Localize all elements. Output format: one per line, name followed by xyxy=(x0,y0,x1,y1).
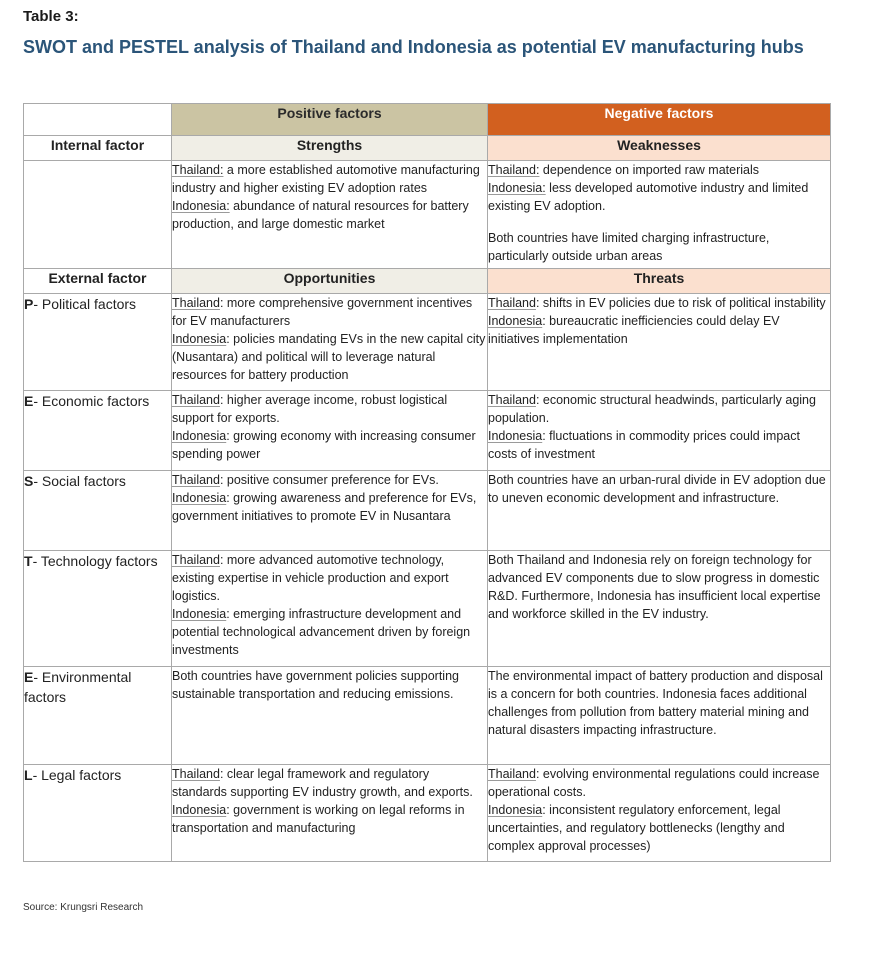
opportunity-item xyxy=(172,605,487,659)
pestel-row-economic xyxy=(24,391,831,471)
row-label xyxy=(24,551,172,667)
opportunity-cell xyxy=(172,471,488,551)
country-label: Indonesia: xyxy=(488,181,546,195)
row-name: - Legal factors xyxy=(32,767,122,783)
opportunity-cell xyxy=(172,294,488,391)
country-label: Indonesia: xyxy=(172,199,230,213)
threat-cell xyxy=(488,765,831,862)
row-label xyxy=(24,765,172,862)
country-label: Thailand: xyxy=(488,163,540,177)
opportunity-item xyxy=(172,765,487,801)
weakness-text: less developed automotive industry and limited existing EV adoption. xyxy=(488,181,809,213)
external-header-row xyxy=(24,269,831,294)
threat-item xyxy=(488,391,830,427)
opportunity-cell xyxy=(172,391,488,471)
threats-header: Threats xyxy=(488,269,831,294)
opportunity-cell xyxy=(172,765,488,862)
strength-item xyxy=(172,197,487,233)
strength-text: abundance of natural resources for battery production, and large domestic market xyxy=(172,199,469,231)
country-label: Thailand: xyxy=(172,163,224,177)
threat-cell xyxy=(488,391,831,471)
opportunity-item xyxy=(172,427,487,463)
row-letter: S xyxy=(24,473,34,489)
row-label xyxy=(24,667,172,765)
opportunity-text: Both countries have government policies supporting sustainable transportation and reducing emissions. xyxy=(172,669,459,701)
strength-text: a more established automotive manufacturing industry and higher existing EV adoption rates xyxy=(172,163,480,195)
threat-item xyxy=(488,427,830,463)
threat-cell xyxy=(488,551,831,667)
country-label: Indonesia xyxy=(488,803,543,817)
country-label: Indonesia xyxy=(488,314,543,328)
opportunity-text: : clear legal framework and regulatory standards supporting EV industry growth, and exports. xyxy=(172,767,473,799)
table-label: Table 3: xyxy=(23,8,79,25)
weakness-item xyxy=(488,161,830,179)
weaknesses-header: Weaknesses xyxy=(488,136,831,161)
row-letter: T xyxy=(24,553,33,569)
opportunity-text: : emerging infrastructure development and potential technological advancement driven by foreign investments xyxy=(172,607,471,657)
threat-text: : inconsistent regulatory enforcement, legal uncertainties, and regulatory bottlenecks (lengthy and complex approval processes) xyxy=(488,803,785,853)
threat-text: : bureaucratic inefficiencies could delay EV initiatives implementation xyxy=(488,314,780,346)
pestel-row-environmental xyxy=(24,667,831,765)
opportunity-item xyxy=(172,551,487,605)
negative-factors-header: Negative factors xyxy=(488,104,831,136)
swot-pestel-table xyxy=(23,103,831,862)
threat-text: Both countries have an urban-rural divide in EV adoption due to uneven economic development and infrastructure. xyxy=(488,473,826,505)
country-label: Thailand xyxy=(172,473,220,487)
opportunity-cell xyxy=(172,667,488,765)
country-label: Indonesia xyxy=(172,803,227,817)
country-label: Thailand xyxy=(172,393,220,407)
country-label: Indonesia xyxy=(488,429,543,443)
pestel-row-social xyxy=(24,471,831,551)
pestel-row-political xyxy=(24,294,831,391)
threat-text: : fluctuations in commodity prices could impact costs of investment xyxy=(488,429,800,461)
internal-header-row xyxy=(24,136,831,161)
row-label xyxy=(24,391,172,471)
threat-item xyxy=(488,294,830,312)
country-label: Thailand xyxy=(488,767,536,781)
internal-factor-label: Internal factor xyxy=(24,136,172,161)
row-letter: E xyxy=(24,669,34,685)
country-label: Indonesia xyxy=(172,607,227,621)
row-name: - Political factors xyxy=(33,296,137,312)
internal-content-row xyxy=(24,161,831,269)
positive-factors-header: Positive factors xyxy=(172,104,488,136)
opportunity-item xyxy=(172,801,487,837)
strengths-header: Strengths xyxy=(172,136,488,161)
opportunity-item xyxy=(172,391,487,427)
row-letter: E xyxy=(24,393,34,409)
weakness-note: Both countries have limited charging infrastructure, particularly outside urban areas xyxy=(488,231,770,263)
opportunity-item xyxy=(172,330,487,384)
strength-item xyxy=(172,161,487,197)
opportunity-text: : more comprehensive government incentives for EV manufacturers xyxy=(172,296,473,328)
country-label: Indonesia xyxy=(172,491,227,505)
external-factor-label: External factor xyxy=(24,269,172,294)
pestel-row-technology xyxy=(24,551,831,667)
row-name: - Economic factors xyxy=(33,393,150,409)
source-note: Source: Krungsri Research xyxy=(23,902,144,913)
opportunity-text: : higher average income, robust logistical support for exports. xyxy=(172,393,448,425)
threat-text: : shifts in EV policies due to risk of political instability xyxy=(535,296,826,310)
opportunity-item xyxy=(172,471,487,489)
country-label: Thailand xyxy=(172,296,220,310)
opportunity-text: : positive consumer preference for EVs. xyxy=(219,473,439,487)
opportunity-text: : government is working on legal reforms in transportation and manufacturing xyxy=(172,803,465,835)
row-name: - Technology factors xyxy=(32,553,158,569)
threat-text: : evolving environmental regulations could increase operational costs. xyxy=(488,767,820,799)
threat-cell xyxy=(488,471,831,551)
threat-text: : economic structural headwinds, particularly aging population. xyxy=(488,393,816,425)
country-label: Thailand xyxy=(172,767,220,781)
country-label: Thailand xyxy=(488,393,536,407)
weaknesses-cell xyxy=(488,161,831,269)
header-corner xyxy=(24,104,172,136)
threat-cell xyxy=(488,294,831,391)
header-row xyxy=(24,104,831,136)
row-name: - Social factors xyxy=(33,473,126,489)
pestel-row-legal xyxy=(24,765,831,862)
row-label xyxy=(24,294,172,391)
row-letter: L xyxy=(24,767,33,783)
internal-empty-cell xyxy=(24,161,172,269)
country-label: Thailand xyxy=(172,553,220,567)
opportunity-cell xyxy=(172,551,488,667)
weakness-item xyxy=(488,179,830,215)
threat-text: Both Thailand and Indonesia rely on foreign technology for advanced EV components due to slow progress in domestic R&D. Furthermore, Indonesia has insufficient local expertise and workforce skilled in the EV industry. xyxy=(488,553,821,621)
opportunity-item xyxy=(172,489,487,525)
row-name: - Environmental factors xyxy=(24,669,132,705)
threat-text: The environmental impact of battery production and disposal is a concern for both countries. Indonesia faces additional challenges from pollution from battery material mining and natural disasters impacting infrastructure. xyxy=(488,669,823,737)
opportunity-item xyxy=(172,294,487,330)
row-letter: P xyxy=(24,296,34,312)
threat-item xyxy=(488,801,830,855)
country-label: Indonesia xyxy=(172,429,227,443)
opportunity-text: : growing awareness and preference for EVs, government initiatives to promote EV in Nusantara xyxy=(172,491,477,523)
threat-cell xyxy=(488,667,831,765)
page-title: SWOT and PESTEL analysis of Thailand and Indonesia as potential EV manufacturing hubs xyxy=(23,37,804,57)
country-label: Indonesia xyxy=(172,332,227,346)
opportunity-text: : more advanced automotive technology, existing expertise in vehicle production and export logistics. xyxy=(172,553,449,603)
opportunities-header: Opportunities xyxy=(172,269,488,294)
threat-item xyxy=(488,312,830,348)
opportunity-text: : growing economy with increasing consumer spending power xyxy=(172,429,476,461)
weakness-text: dependence on imported raw materials xyxy=(539,163,760,177)
opportunity-text: : policies mandating EVs in the new capital city (Nusantara) and political will to leverage natural resources for battery production xyxy=(172,332,486,382)
country-label: Thailand xyxy=(488,296,536,310)
threat-item xyxy=(488,765,830,801)
row-label xyxy=(24,471,172,551)
strengths-cell xyxy=(172,161,488,269)
